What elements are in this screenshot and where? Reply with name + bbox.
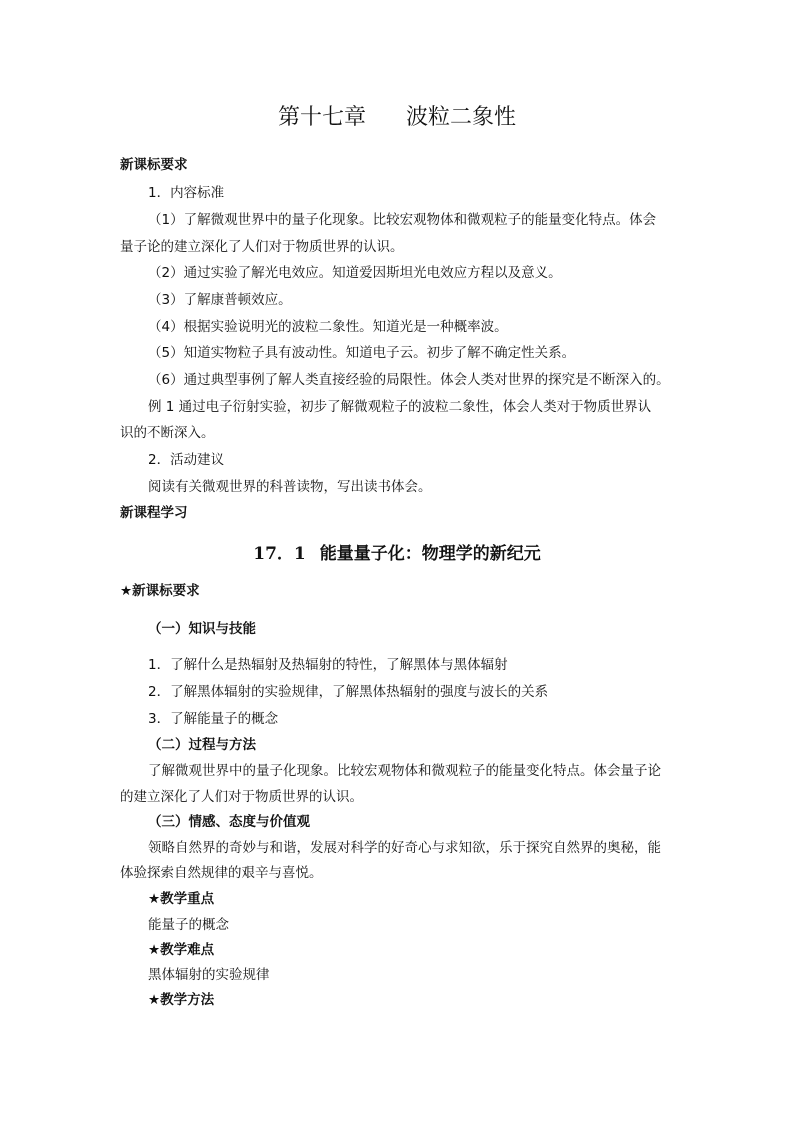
process-line1: 了解微观世界中的量子化现象。比较宏观物体和微观粒子的能量变化特点。体会量子论 [148, 763, 661, 779]
knowledge-2: 2．了解黑体辐射的实验规律，了解黑体热辐射的强度与波长的关系 [148, 684, 549, 700]
emotion-line2: 体验探索自然规律的艰辛与喜悦。 [120, 865, 323, 881]
knowledge-1: 1．了解什么是热辐射及热辐射的特性，了解黑体与黑体辐射 [148, 657, 508, 673]
knowledge-heading: （一）知识与技能 [148, 621, 256, 637]
standard-1-line2: 量子论的建立深化了人们对于物质世界的认识。 [120, 239, 404, 255]
process-line2: 的建立深化了人们对于物质世界的认识。 [120, 789, 363, 805]
example-line2: 识的不断深入。 [120, 425, 215, 441]
focus-text: 能量子的概念 [148, 917, 229, 933]
section-name: 能量量子化：物理学的新纪元 [319, 544, 541, 564]
standard-2: （2）通过实验了解光电效应。知道爱因斯坦光电效应方程以及意义。 [148, 265, 562, 281]
example-line1: 例 1 通过电子衍射实验，初步了解微观粒子的波粒二象性，体会人类对于物质世界认 [148, 399, 652, 415]
process-heading: （二）过程与方法 [148, 737, 256, 753]
method-heading: ★教学方法 [148, 992, 215, 1008]
focus-heading: ★教学重点 [148, 891, 215, 907]
activity-item: 2．活动建议 [148, 452, 225, 468]
standard-1-line1: （1）了解微观世界中的量子化现象。比较宏观物体和微观粒子的能量变化特点。体会 [148, 212, 657, 228]
difficulty-text: 黑体辐射的实验规律 [148, 967, 270, 983]
emotion-heading: （三）情感、态度与价值观 [148, 814, 310, 830]
section-number: 17．1 [253, 544, 306, 564]
chapter-prefix: 第十七章 [277, 105, 366, 130]
emotion-line1: 领略自然界的奇妙与和谐，发展对科学的好奇心与求知欲，乐于探究自然界的奥秘，能 [148, 840, 661, 856]
difficulty-heading: ★教学难点 [148, 942, 215, 958]
standard-5: （5）知道实物粒子具有波动性。知道电子云。初步了解不确定性关系。 [148, 345, 576, 361]
knowledge-3: 3．了解能量子的概念 [148, 711, 279, 727]
standard-4: （4）根据实验说明光的波粒二象性。知道光是一种概率波。 [148, 319, 508, 335]
course-heading: 新课程学习 [120, 505, 188, 521]
section-title [0, 543, 794, 565]
intro-heading: 新课标要求 [120, 157, 188, 173]
chapter-name: 波粒二象性 [406, 105, 517, 130]
requirements-heading: ★新课标要求 [120, 583, 200, 599]
chapter-title [0, 104, 794, 132]
standard-6: （6）通过典型事例了解人类直接经验的局限性。体会人类对世界的探究是不断深入的。 [148, 372, 670, 388]
content-standard-item: 1．内容标准 [148, 185, 225, 201]
activity-text: 阅读有关微观世界的科普读物，写出读书体会。 [148, 479, 432, 495]
standard-3: （3）了解康普顿效应。 [148, 292, 292, 308]
